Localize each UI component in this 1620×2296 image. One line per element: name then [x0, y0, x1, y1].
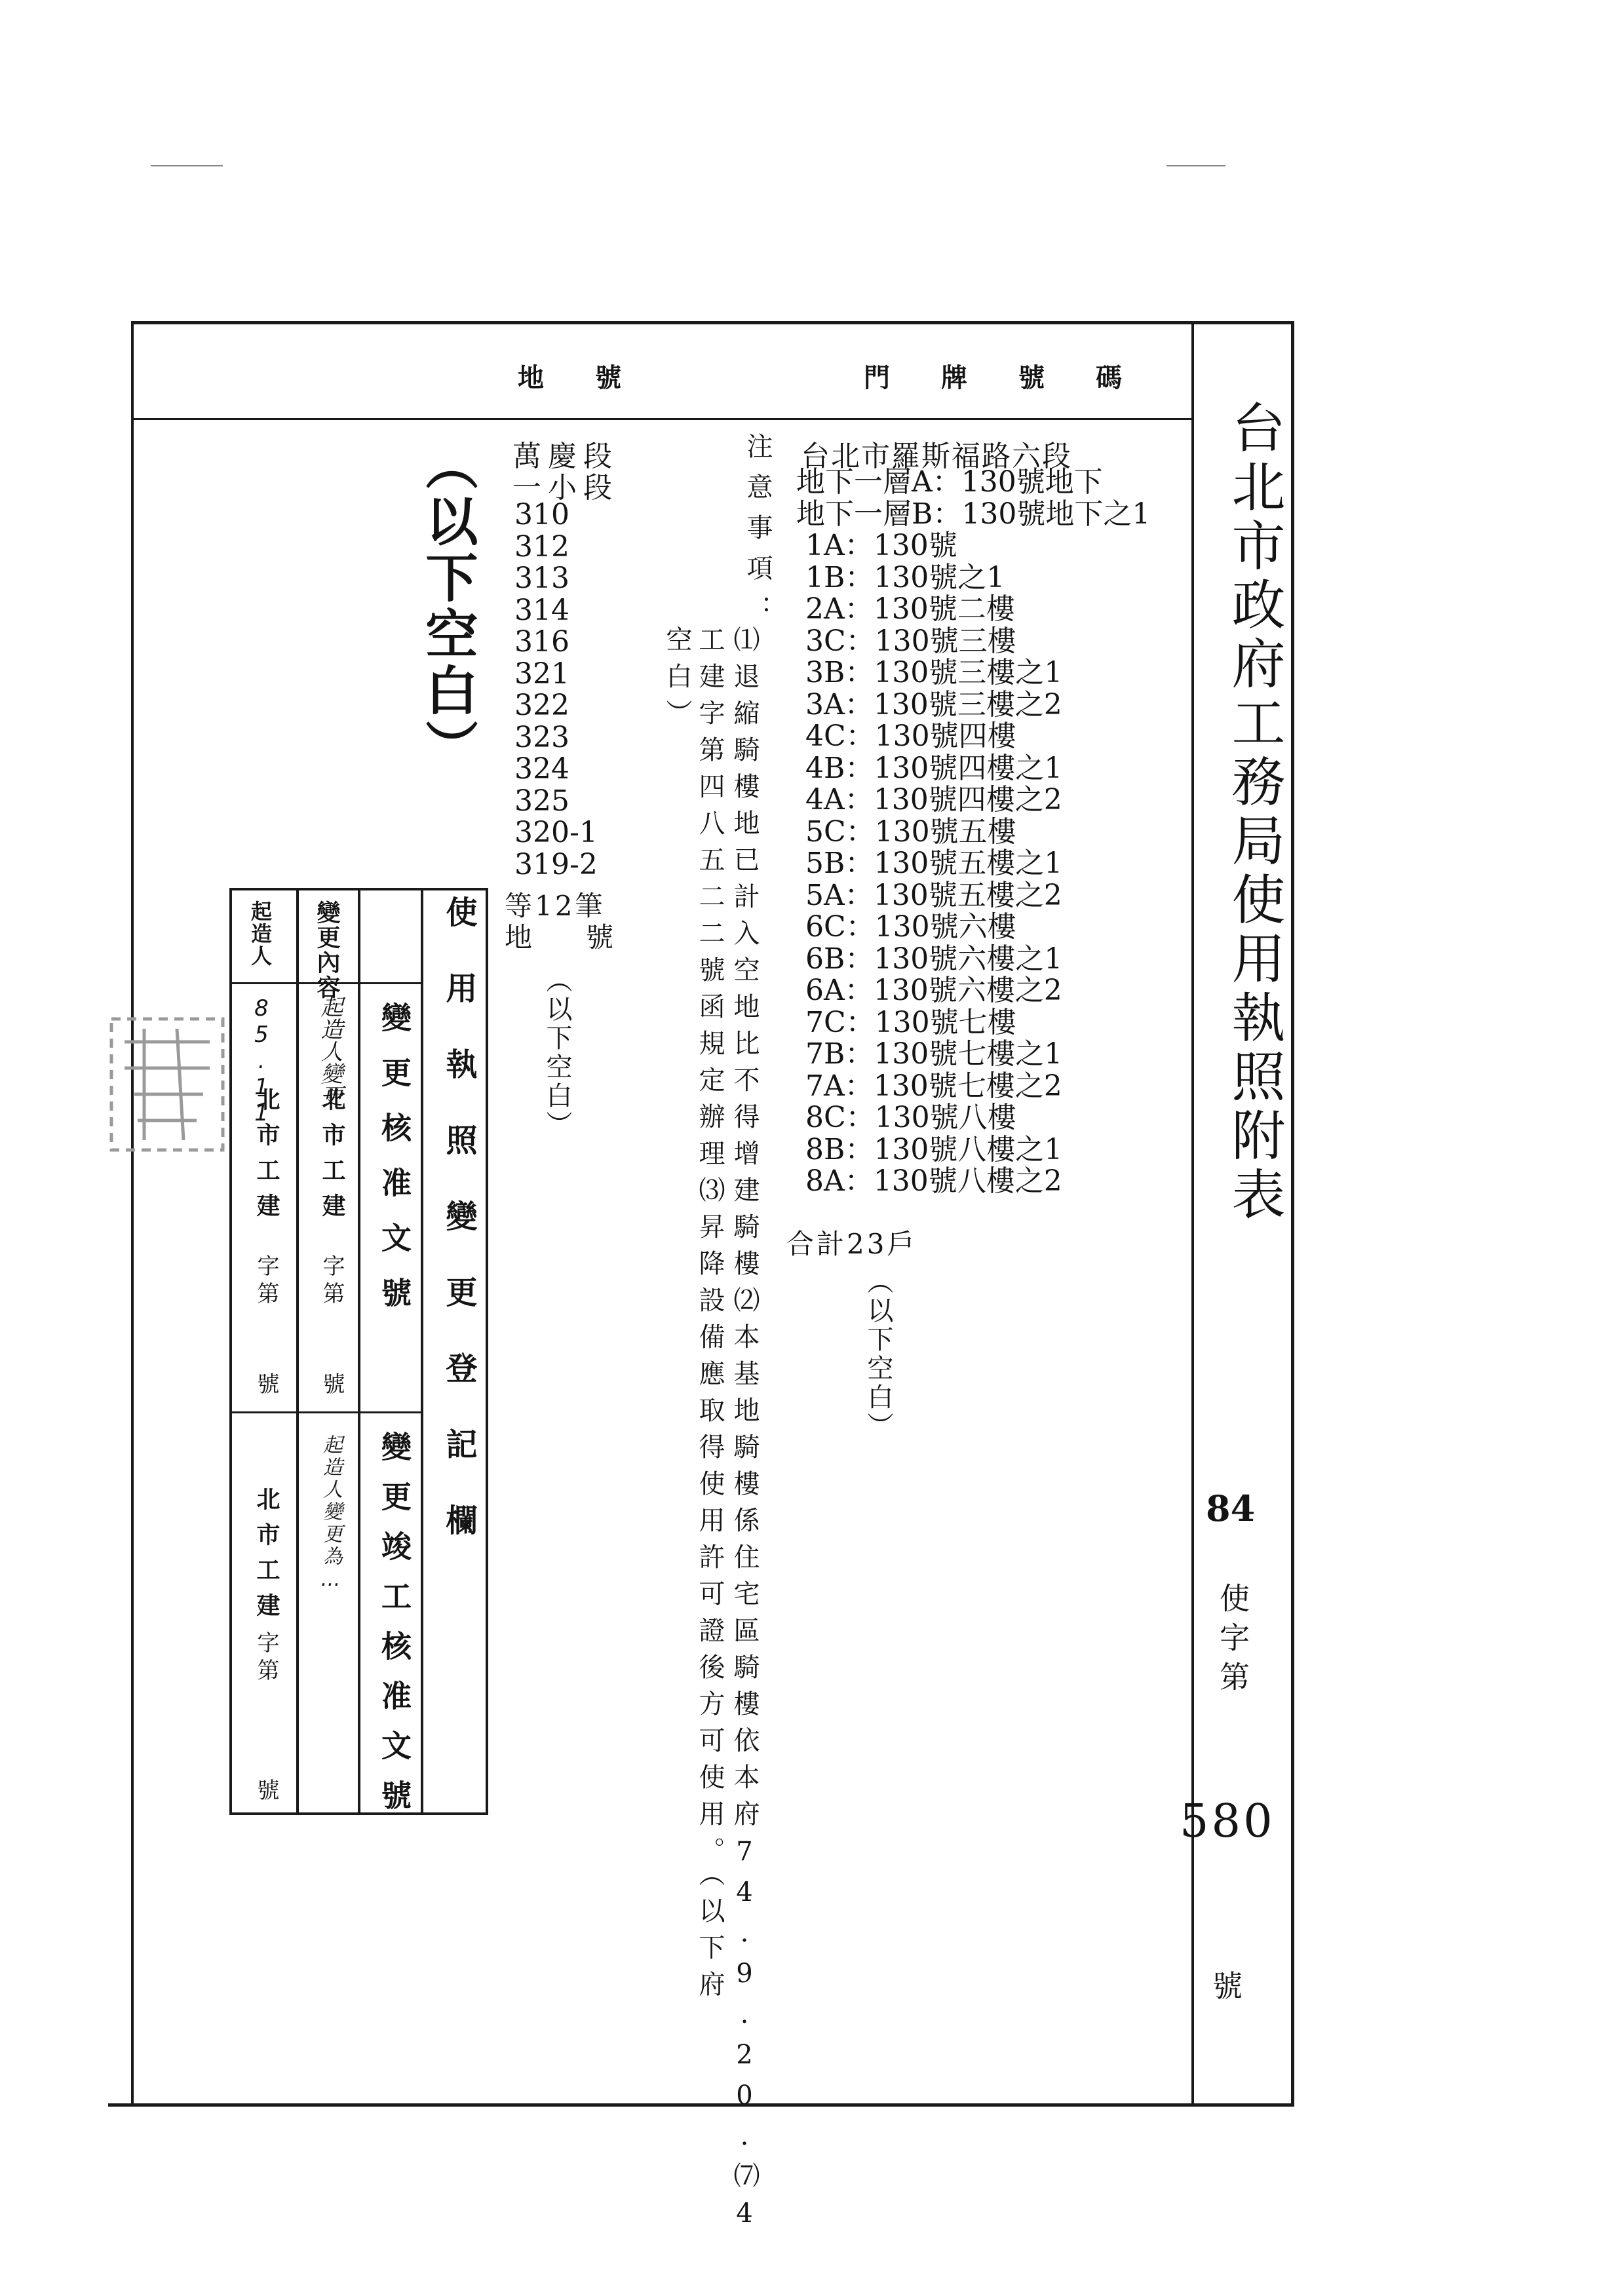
address-unit: 3C：130號三樓	[796, 624, 1016, 658]
stamp-col-divider	[358, 890, 360, 1812]
address-unit: 5A：130號五樓之2	[796, 878, 1062, 912]
stamp-handwritten-change: 起造人變更	[317, 995, 343, 1107]
address-unit: 6B：130號六樓之1	[796, 942, 1063, 976]
license-suffix: 號	[1212, 1968, 1243, 2004]
seal-icon	[98, 1003, 236, 1173]
notes-line-1: ⑴退縮騎樓地已計入空地比不得增建騎樓⑵本基地騎樓係住宅區騎樓依本府74.9.20.⑺4	[729, 626, 760, 2239]
lot-item: 313	[514, 562, 569, 595]
stamp-table	[229, 888, 488, 1829]
address-blank: （以下空白）	[863, 1268, 893, 1441]
stamp-row-label: 變更內容	[313, 900, 341, 1000]
address-unit: 4B：130號四樓之1	[796, 751, 1063, 785]
stamp-row-label: 起造人	[248, 900, 273, 967]
lot-item: 325	[514, 784, 569, 818]
header-lot-number: 地號	[518, 362, 672, 393]
lot-item: 321	[514, 657, 569, 691]
stamp-handwritten-date: 85.11	[248, 995, 275, 1126]
stamp-cell-office: 北市工建	[253, 1087, 280, 1229]
address-unit: 3B：130號三樓之1	[796, 656, 1063, 689]
address-unit: 7A：130號七樓之2	[796, 1069, 1062, 1103]
stamp-cell-char: 字第	[318, 1254, 345, 1309]
address-unit: 6C：130號六樓	[796, 910, 1016, 944]
address-unit: 1A：130號	[796, 529, 957, 562]
lot-item: 324	[514, 752, 569, 786]
stamp-title: 使用執照變更登記欄	[440, 896, 477, 1580]
lot-list	[514, 499, 598, 881]
lot-item: 320-1	[514, 816, 598, 849]
address-unit: 8A：130號八樓之2	[796, 1164, 1062, 1198]
license-number: 84	[1206, 1487, 1256, 1529]
lot-item: 314	[514, 593, 569, 627]
address-street: 台北市羅斯福路六段	[801, 440, 1072, 473]
address-unit: 4C：130號四樓	[796, 719, 1016, 753]
lot-item: 312	[514, 529, 569, 564]
lot-item: 319-2	[514, 847, 598, 881]
lot-subsection: 一小段	[512, 471, 619, 505]
stamp-header-completion: 變更竣工核准文號	[377, 1431, 412, 1829]
header-door-number: 門牌號碼	[864, 362, 1173, 393]
stamp-cell-suffix: 號	[253, 1778, 279, 1801]
stamp-cell-char: 字第	[253, 1631, 279, 1686]
address-unit: 8C：130號八樓	[796, 1101, 1016, 1134]
stamp-note: 起造人變更為…	[319, 1434, 342, 1594]
license-serial: 580	[1180, 1794, 1275, 1848]
notes-line-2: 工建字第四八五二二號函規定辦理⑶昇降設備應取得使用許可證後方可使用。（以下府	[695, 626, 725, 2007]
page-title: 台北市政府工務局使用執照附表	[1223, 400, 1285, 1225]
scan-mark	[151, 165, 223, 166]
lot-blank: （以下空白）	[542, 966, 572, 1139]
frame-left-line	[131, 321, 134, 2107]
scan-mark	[1167, 165, 1225, 166]
address-unit: 7B：130號七樓之1	[796, 1037, 1063, 1071]
address-unit: 7C：130號七樓	[796, 1005, 1016, 1039]
address-unit: 4A：130號四樓之2	[796, 783, 1062, 816]
stamp-col-divider	[296, 890, 299, 1812]
stamp-row-divider	[232, 1411, 423, 1413]
address-unit: 5C：130號五樓	[796, 814, 1016, 849]
lot-section: 萬慶段	[512, 440, 619, 473]
lot-total: 等12筆	[505, 890, 606, 922]
stamp-cell-char: 字第	[253, 1254, 279, 1309]
frame-bottom-line	[108, 2103, 1294, 2107]
license-char: 使字第	[1215, 1582, 1250, 1700]
address-unit: 地下一層A：130號地下	[796, 465, 1103, 499]
lot-item: 310	[514, 498, 569, 531]
address-list	[796, 467, 1150, 1198]
address-total: 合計23戶	[786, 1228, 917, 1260]
stamp-cell-office: 北市工建	[318, 1087, 346, 1229]
stamp-cell-office: 北市工建	[253, 1487, 280, 1628]
address-unit: 5B：130號五樓之1	[796, 847, 1063, 880]
address-unit: 1B：130號之1	[796, 560, 1005, 594]
stamp-header-approval: 變更核准文號	[377, 1002, 412, 1332]
lot-item: 322	[514, 689, 569, 722]
lot-item: 323	[514, 720, 569, 754]
frame-top-line	[131, 321, 1294, 324]
address-unit: 地下一層B：130號地下之1	[796, 497, 1151, 531]
address-unit: 6A：130號六樓之2	[796, 974, 1062, 1007]
lot-suffix: 地 號	[505, 921, 627, 953]
lot-item: 316	[514, 625, 569, 659]
address-unit: 3A：130號三樓之2	[796, 687, 1062, 721]
blank-marker-large: （以下空白）	[417, 438, 478, 776]
stamp-col-divider	[421, 890, 423, 1812]
notes-heading: 注意事項：	[742, 432, 773, 636]
address-unit: 8B：130號八樓之1	[796, 1132, 1063, 1166]
stamp-cell-suffix: 號	[318, 1372, 345, 1394]
address-unit: 2A：130號二樓	[796, 592, 1015, 626]
stamp-cell-suffix: 號	[253, 1372, 279, 1394]
notes-line-3: 空白）	[662, 626, 692, 736]
frame-header-line	[131, 418, 1193, 420]
